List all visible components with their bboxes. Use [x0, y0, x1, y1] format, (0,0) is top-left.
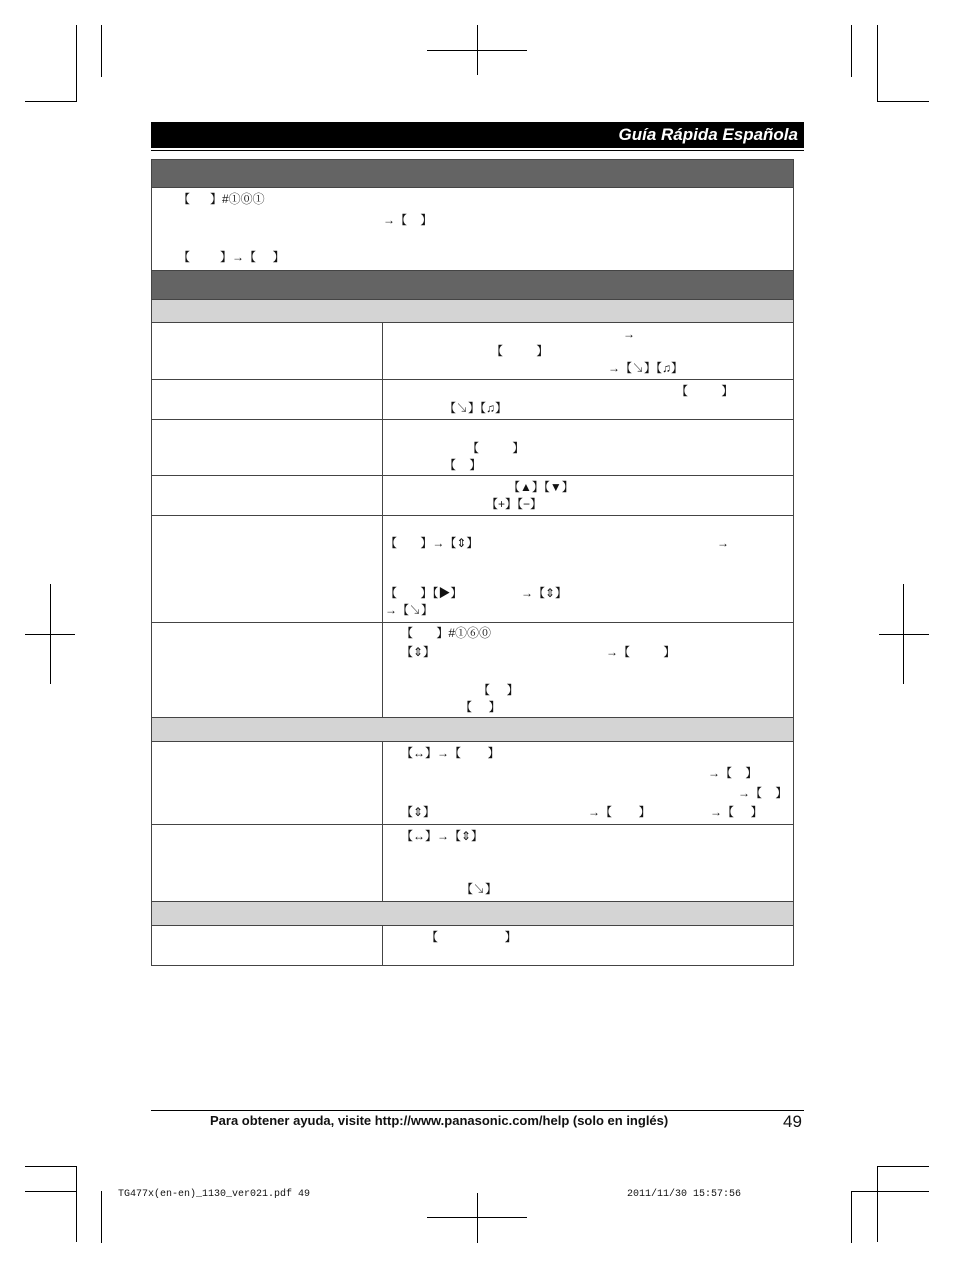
- row-3-text-1: 【 】: [467, 441, 525, 455]
- help-text: Para obtener ayuda, visite http://www.panasonic.com/help (solo en inglés): [210, 1113, 669, 1128]
- row-6-text-4: 【 】: [478, 683, 519, 697]
- row-3-text-2: 【 】: [444, 458, 482, 472]
- row-7-text-3: →【 】: [738, 786, 788, 800]
- row-1-text-3: →【↘】【♫】: [608, 361, 684, 375]
- subsection-phonebook: [151, 717, 794, 742]
- header-bar: [151, 122, 804, 148]
- row-content-1: [382, 322, 794, 380]
- row-4-text-2: 【+】【−】: [486, 497, 543, 511]
- page-number: 49: [783, 1112, 802, 1131]
- intro-line-2: →【 】: [383, 213, 433, 227]
- quick-guide-table: [151, 159, 794, 966]
- row-7-text-2: →【 】: [708, 766, 758, 780]
- row-label-3: [151, 419, 383, 476]
- row-content-3: [382, 419, 794, 476]
- section-header-1: [151, 159, 794, 188]
- row-content-2: [382, 379, 794, 420]
- intro-line-3: 【 】→【 】: [178, 250, 285, 264]
- page-title: Guía Rápida Española: [618, 125, 798, 144]
- row-4-text-1: 【▲】【▼】: [508, 480, 574, 494]
- row-content-6: [382, 622, 794, 718]
- row-label-1: [151, 322, 383, 380]
- intro-line-1: 【 】#①⓪①: [178, 192, 265, 206]
- row-8-text-1: 【↔】→【⇕】: [401, 829, 484, 843]
- row-9-text-1: 【 】: [426, 930, 517, 944]
- row-label-7: [151, 741, 383, 825]
- row-6-text-5: 【 】: [460, 700, 501, 714]
- row-6-text-2: 【⇕】: [401, 645, 436, 659]
- row-label-5: [151, 515, 383, 623]
- row-label-6: [151, 622, 383, 718]
- row-5-text-2: →: [717, 536, 729, 550]
- row-label-2: [151, 379, 383, 420]
- footer-rule: [151, 1110, 804, 1111]
- row-content-5: [382, 515, 794, 623]
- row-7-text-4: 【⇕】: [401, 805, 436, 819]
- row-6-text-1: 【 】#①⑥⓪: [401, 626, 492, 640]
- header-rule: [151, 150, 804, 151]
- row-8-text-2: 【↘】: [461, 882, 498, 896]
- section-header-2: [151, 270, 794, 300]
- row-7-text-5: →【 】: [588, 805, 651, 819]
- row-content-8: [382, 824, 794, 902]
- row-6-text-3: →【 】: [606, 645, 676, 659]
- print-date-info: 2011/11/30 15:57:56: [627, 1189, 742, 1200]
- row-content-7: [382, 741, 794, 825]
- subsection-calls: [151, 299, 794, 323]
- row-label-8: [151, 824, 383, 902]
- row-label-4: [151, 475, 383, 516]
- row-content-4: [382, 475, 794, 516]
- row-1-text-1: →: [623, 327, 635, 341]
- row-2-text-2: 【↘】【♫】: [444, 401, 508, 415]
- row-5-text-5: →【↘】: [385, 603, 434, 617]
- subsection-other: [151, 901, 794, 926]
- row-5-text-3: 【 】【▶】: [385, 586, 463, 600]
- row-1-text-2: 【 】: [491, 344, 549, 358]
- row-2-text-1: 【 】: [676, 384, 734, 398]
- row-5-text-1: 【 】→【⇕】: [385, 536, 479, 550]
- print-file-info: TG477x(en-en)_1130_ver021.pdf 49: [118, 1189, 311, 1200]
- row-7-text-1: 【↔】→【 】: [401, 746, 500, 760]
- row-label-9: [151, 925, 383, 966]
- row-5-text-4: →【⇕】: [521, 586, 568, 600]
- row-7-text-6: →【 】: [710, 805, 763, 819]
- row-content-9: [382, 925, 794, 966]
- intro-cell: [151, 187, 794, 271]
